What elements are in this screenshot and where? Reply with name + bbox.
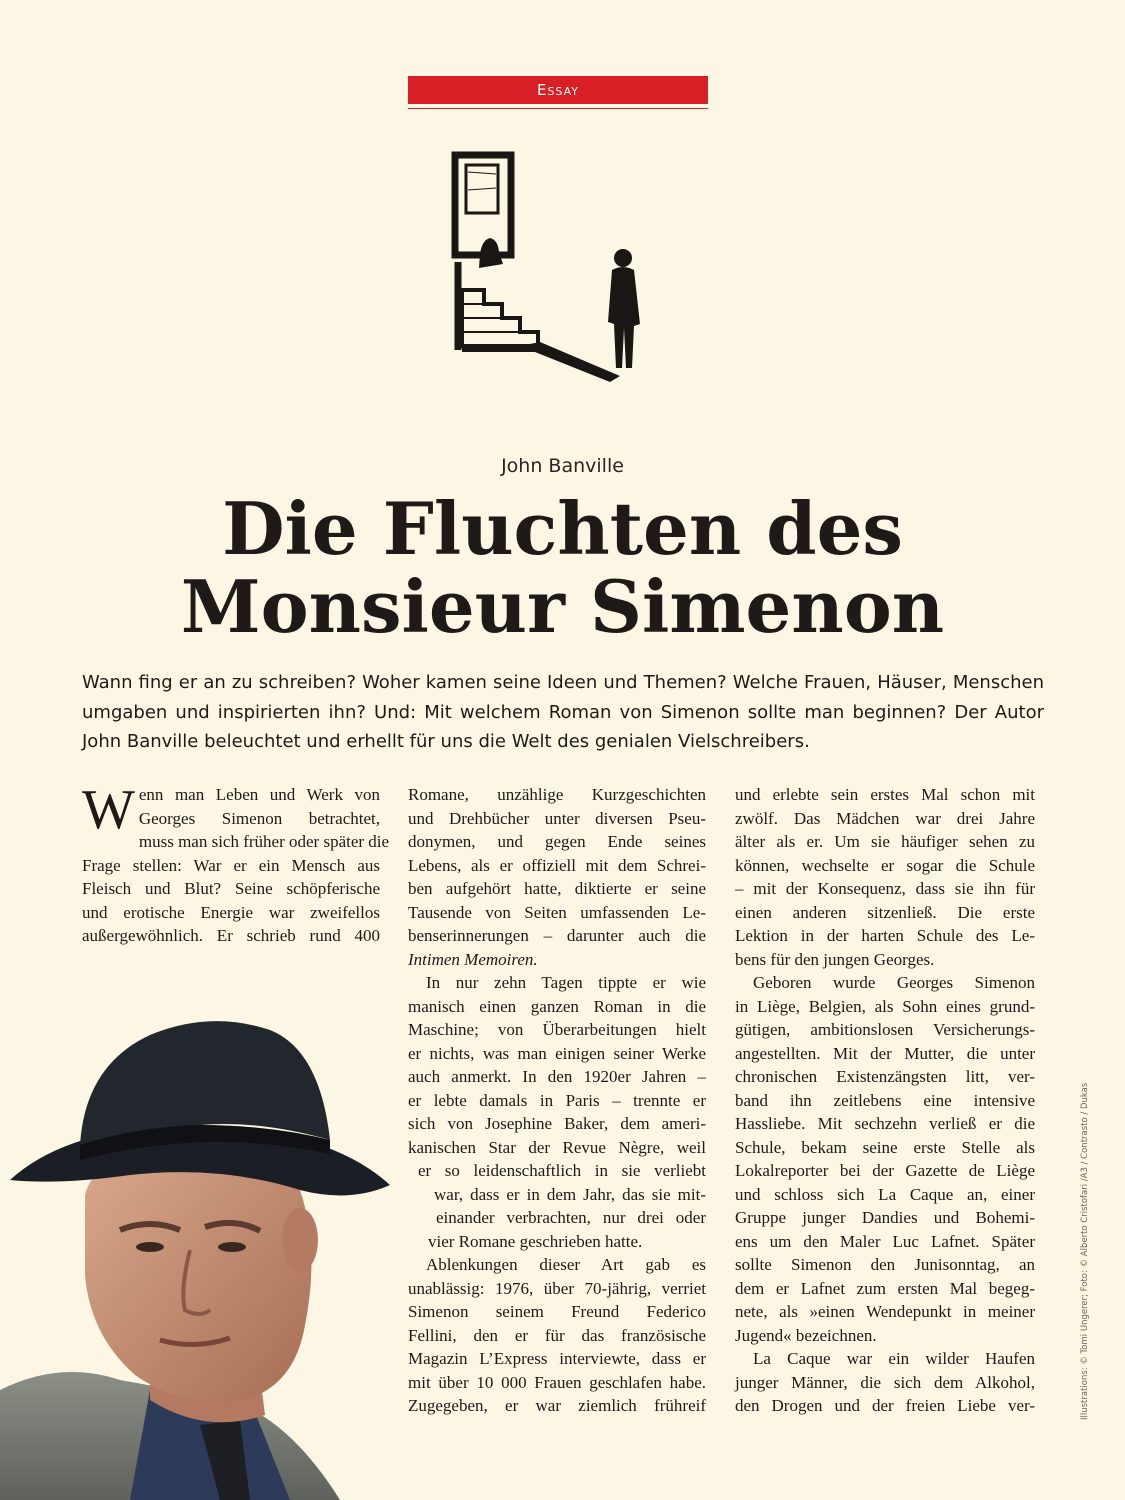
text-line: Lebens, als er offiziell mit dem Schrei- [408, 855, 706, 875]
text-line: – mit der Konsequenz, dass sie ihn für [735, 879, 1035, 898]
drop-cap: W [82, 779, 135, 841]
text-line: manisch einen ganzen Roman in die [408, 996, 706, 1016]
text-line: nete, als »einen Wendepunkt in meiner [735, 1302, 1035, 1321]
text-line: La Caque war ein wilder Haufen [753, 1349, 1035, 1368]
text-line: war, dass er in dem Jahr, das sie mit- [434, 1184, 706, 1204]
text-line: benserinnerungen – darunter auch die [408, 926, 706, 945]
text-line: und Drehbücher unter diversen Pseu- [408, 808, 706, 828]
text-line: er nichts, was man einigen seiner Werke [408, 1043, 706, 1063]
body-column-2 [408, 783, 706, 1418]
text-line: Romane, unzählige Kurzgeschichten [408, 785, 706, 804]
text-line: enn man Leben und Werk von [138, 785, 380, 804]
text-line: zwölf. Das Mädchen war drei Jahre [735, 808, 1035, 828]
text-line: bens für den jungen Georges. [735, 949, 935, 969]
article-lede: Wann fing er an zu schreiben? Woher kamen seine Ideen und Themen? Welche Frauen, Häuser, Menschen umgaben und inspirierten ihn? Und: Mit welchem Roman von Simenon sollte man beginnen? Der Autor John Banville beleuchtet und erhellt für uns die Welt des genialen Vielschreibers. [82, 672, 1044, 752]
text-line: donymen, und gegen Ende seines [408, 832, 706, 851]
text-line: Simenon seinem Freund Federico [408, 1302, 706, 1321]
text-line: Lektion in der harten Schule des Le- [735, 926, 1035, 945]
text-line: vier Romane geschrieben hatte. [428, 1231, 643, 1251]
text-line: sich von Josephine Baker, dem ameri- [408, 1114, 706, 1133]
text-line: Tausende von Seiten umfassenden Le- [408, 902, 706, 922]
text-line: Jugend« bezeichnen. [735, 1325, 877, 1345]
text-line: einander verbrachten, nur drei oder [436, 1208, 706, 1227]
text-line: ens um den Maler Luc Lafnet. Später [735, 1231, 1035, 1251]
text-line: Fellini, den er für das französische [408, 1325, 706, 1345]
text-line: dem er Lafnet zum ersten Mal begeg- [735, 1278, 1035, 1298]
body-column-1 [82, 779, 390, 948]
text-line: muss man sich früher oder später die [138, 832, 390, 851]
text-line: Hassliebe. Mit sechzehn verließ er die [735, 1114, 1035, 1133]
author-name: John Banville [501, 455, 624, 477]
text-line: chronischen Existenzängsten litt, ver- [735, 1067, 1035, 1086]
title-line-2: Monsieur Simenon [180, 564, 945, 649]
text-line: Schule, bekam seine erste Stelle als [735, 1137, 1035, 1157]
text-line: Maschine; von Überarbeitungen hielt [408, 1020, 706, 1039]
title-line-1: Die Fluchten des [222, 486, 903, 571]
body-column-3 [735, 783, 1035, 1418]
text-line: und erotische Energie war zweifellos [82, 902, 380, 922]
text-line: er so leidenschaftlich in sie verliebt [418, 1161, 706, 1180]
text-line: einen anderen sitzenließ. Die erste [735, 902, 1035, 922]
text-line: Geboren wurde Georges Simenon [753, 973, 1035, 992]
text-line: In nur zehn Tagen tippte er wie [426, 973, 706, 992]
text-line: mit über 10 000 Frauen geschlafen habe. [408, 1372, 706, 1392]
text-line: auch anmerkt. In den 1920er Jahren – [408, 1067, 706, 1086]
text-line: ben aufgehört hatte, diktierte er seine [408, 879, 706, 898]
text-line: außergewöhnlich. Er schrieb rund 400 [82, 926, 380, 945]
article-title [0, 486, 1125, 649]
text-line: band ihn zeitlebens eine intensive [735, 1090, 1035, 1110]
text-line: gütigen, ambitionslosen Versicherungs- [735, 1020, 1035, 1039]
text-line: Ablenkungen dieser Art gab es [426, 1255, 706, 1274]
section-label: Essay [408, 76, 708, 104]
text-line: kanischen Star der Revue Nègre, weil [408, 1137, 706, 1157]
text-line: Intimen Memoiren. [408, 949, 538, 969]
text-line: in Liège, Belgien, als Sohn eines grund- [735, 996, 1035, 1016]
text-line: Frage stellen: War er ein Mensch aus [82, 855, 380, 875]
text-line: sollte Simenon den Junisonntag, an [735, 1255, 1035, 1274]
text-line: Georges Simenon betrachtet, [138, 808, 380, 828]
author-portrait [0, 995, 430, 1500]
text-line: Magazin L’Express interviewte, dass er [408, 1349, 706, 1368]
text-line: Lokalreporter bei der Gazette de Liège [735, 1161, 1035, 1180]
text-line: junger Männer, die sich dem Alkohol, [735, 1372, 1035, 1392]
photo-credit: Illustrations: © Tomi Ungerer; Foto: © Alberto Cristofari /A3 / Contrasto / Dukas [1080, 1082, 1090, 1420]
text-line: er lebte damals in Paris – trennte er [408, 1090, 706, 1110]
text-line: angestellten. Mit der Mutter, die unter [735, 1043, 1035, 1063]
text-line: Gruppe junger Dandies und Bohemi- [735, 1208, 1035, 1227]
text-line: Fleisch und Blut? Seine schöpferische [82, 879, 380, 898]
text-line: und schloss sich La Caque an, einer [735, 1184, 1035, 1204]
text-line: den Drogen und der freien Liebe ver- [735, 1396, 1035, 1415]
text-line: können, wechselte er sogar die Schule [735, 855, 1035, 875]
section-rule [408, 108, 708, 109]
text-line: Zugegeben, er war ziemlich frühreif [408, 1396, 706, 1415]
door-stairs-illustration [440, 150, 680, 400]
text-line: älter als er. Um sie häufiger sehen zu [735, 832, 1035, 851]
text-line: und erlebte sein erstes Mal schon mit [735, 785, 1035, 804]
text-line: unablässig: 1976, über 70-jährig, verriet [408, 1278, 706, 1298]
